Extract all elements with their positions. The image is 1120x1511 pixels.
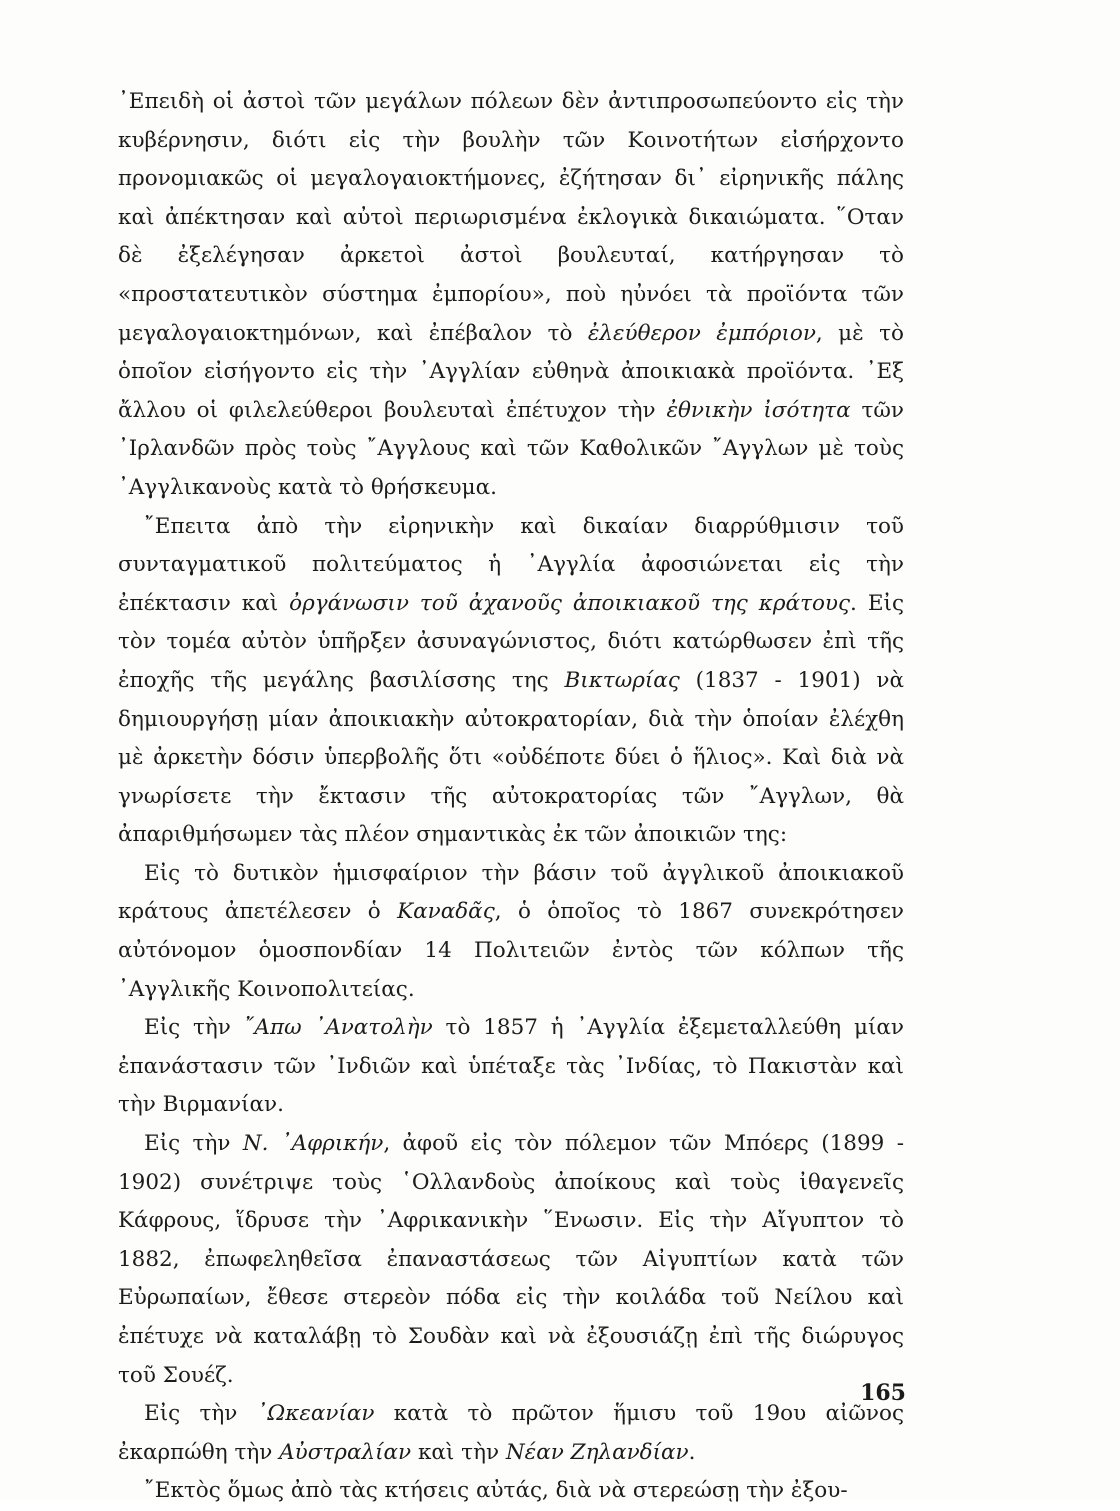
text-run: Εἰς τὸ δυτικὸν ἡμισφαίριον τὴν βάσιν τοῦ ἀγγλικοῦ ἀποικιακοῦ κράτους ἀπετέλεσεν ὁ: [118, 860, 904, 925]
text-run: τῶν ᾿Ιρλανδῶν πρὸς τοὺς ῎Αγγλους καὶ τῶν Καθολικῶν ῎Αγγλων μὲ τοὺς ᾿Αγγλικανοὺς κατὰ τὸ θρήσκευμα.: [118, 397, 904, 500]
text-run: τὸ 1857 ἡ ᾿Αγγλία ἐξεμεταλλεύθη μίαν ἐπανάστασιν τῶν ᾿Ινδιῶν καὶ ὑπέταξε τὰς ᾿Ινδίας, τὸ Πακιστὰν καὶ τὴν Βιρμανίαν.: [118, 1015, 905, 1118]
text-run: (1837 - 1901) νὰ δημιουργήσῃ μίαν ἀποικιακὴν αὐτοκρατορίαν, διὰ τὴν ὁποίαν ἐλέχθη μὲ ἀρκετὴν δόσιν ὑπερβολῆς ὅτι «οὐδέποτε δύει ὁ ἥλιος». Καὶ διὰ νὰ γνωρίσετε τὴν ἔκτασιν τῆς αὐτοκρατορίας τῶν ῎Αγγλων, θὰ ἀπαριθμήσωμεν τὰς πλέον σημαντικὰς ἐκ τῶν ἀποικιῶν της:: [118, 667, 905, 848]
text-run: κατὰ τὸ πρῶτον ἥμισυ τοῦ 19ου αἰῶνος ἐκαρπώθη τὴν: [118, 1401, 904, 1465]
paragraph-7: [118, 1472, 904, 1511]
paragraph-1: [118, 83, 904, 508]
italic-term: Αὐστραλίαν: [279, 1439, 412, 1465]
paragraph-5: [118, 1125, 904, 1395]
italic-term: ἐθνικὴν ἰσότητα: [666, 397, 851, 423]
italic-term: ᾿Ωκεανίαν: [256, 1401, 375, 1427]
body-text: [118, 83, 904, 1511]
text-run: , ἀφοῦ εἰς τὸν πόλεμον τῶν Μπόερς (1899 - 1902) συνέτριψε τοὺς ῾Ολλανδοὺς ἀποίκους καὶ τοὺς ἰθαγενεῖς Κάφρους, ἵδρυσε τὴν ᾿Αφρικανικὴν ῞Ενωσιν. Εἰς τὴν Αἴγυπτον τὸ 1882, ἐπωφεληθεῖσα ἐπαναστάσεως τῶν Αἰγυπτίων κατὰ τῶν Εὐρωπαίων, ἔθεσε στερεὸν πόδα εἰς τὴν κοιλάδα τοῦ Νείλου καὶ ἐπέτυχε νὰ καταλάβῃ τὸ Σουδὰν καὶ νὰ ἐξουσιάζῃ ἐπὶ τῆς διώρυγος τοῦ Σουέζ.: [118, 1131, 905, 1388]
text-run: καὶ τὴν: [411, 1439, 506, 1465]
text-run: , μὲ τὸ ὁποῖον εἰσήγοντο εἰς τὴν ᾿Αγγλίαν εὐθηνὰ ἀποικιακὰ προϊόντα. ᾿Εξ ἄλλου οἱ φιλελεύθεροι βουλευταὶ ἐπέτυχον τὴν: [118, 320, 904, 423]
paragraph-2: [118, 508, 904, 855]
text-run: .: [688, 1439, 696, 1465]
paragraph-4: [118, 1009, 904, 1125]
text-run: Εἰς τὴν: [144, 1401, 257, 1427]
paragraph-3: [118, 855, 904, 1009]
italic-term: ἐλεύθερον ἐμπόριον: [587, 320, 816, 346]
italic-term: ῎Απω ᾿Ανατολὴν: [243, 1015, 433, 1041]
page-number: 165: [860, 1380, 906, 1406]
text-run: ᾿Επειδὴ οἱ ἀστοὶ τῶν μεγάλων πόλεων δὲν ἀντιπροσωπεύοντο εἰς τὴν κυβέρνησιν, διότι εἰς τὴν βουλὴν τῶν Κοινοτήτων εἰσήρχοντο προνομιακῶς οἱ μεγαλογαιοκτήμονες, ἐζήτησαν δι᾿ εἰρηνικῆς πάλης καὶ ἀπέκτησαν καὶ αὐτοὶ περιωρισμένα ἐκλογικὰ δικαιώματα. ῞Οταν δὲ ἐξελέγησαν ἀρκετοὶ ἀστοὶ βουλευταί, κατήργησαν τὸ «προστατευτικὸν σύστημα ἐμπορίου», ποὺ ηὐνόει τὰ προϊόντα τῶν μεγαλογαιοκτημόνων, καὶ ἐπέβαλον τὸ: [118, 89, 904, 346]
italic-term: Νέαν Ζηλανδίαν: [505, 1439, 689, 1465]
text-run: ῎Εκτὸς ὅμως ἀπὸ τὰς κτήσεις αὐτάς, διὰ νὰ στερεώσῃ τὴν ἐξου-: [144, 1478, 848, 1504]
paragraph-6: [118, 1395, 904, 1472]
italic-term: ὀργάνωσιν τοῦ ἀχανοῦς ἀποικιακοῦ της κράτους: [289, 590, 851, 616]
text-run: . Εἰς τὸν τομέα αὐτὸν ὑπῆρξεν ἀσυναγώνιστος, διότι κατώρθωσεν ἐπὶ τῆς ἐποχῆς τῆς μεγάλης βασιλίσσης της: [118, 590, 904, 693]
text-run: , ὁ ὁποῖος τὸ 1867 συνεκρότησεν αὐτόνομον ὁμοσπονδίαν 14 Πολιτειῶν ἐντὸς τῶν κόλπων τῆς ᾿Αγγλικῆς Κοινοπολιτείας.: [118, 899, 904, 1002]
text-run: ῎Επειτα ἀπὸ τὴν εἰρηνικὴν καὶ δικαίαν διαρρύθμισιν τοῦ συνταγματικοῦ πολιτεύματος ἡ ᾿Αγγλία ἀφοσιώνεται εἰς τὴν ἐπέκτασιν καὶ: [118, 513, 904, 616]
text-run: Εἰς τὴν: [144, 1015, 244, 1041]
italic-term: Καναδᾶς: [397, 899, 495, 925]
italic-term: Βικτωρίας: [564, 667, 680, 693]
italic-term: Ν. ᾿Αφρικήν: [242, 1131, 384, 1157]
text-run: Εἰς τὴν: [144, 1131, 243, 1157]
